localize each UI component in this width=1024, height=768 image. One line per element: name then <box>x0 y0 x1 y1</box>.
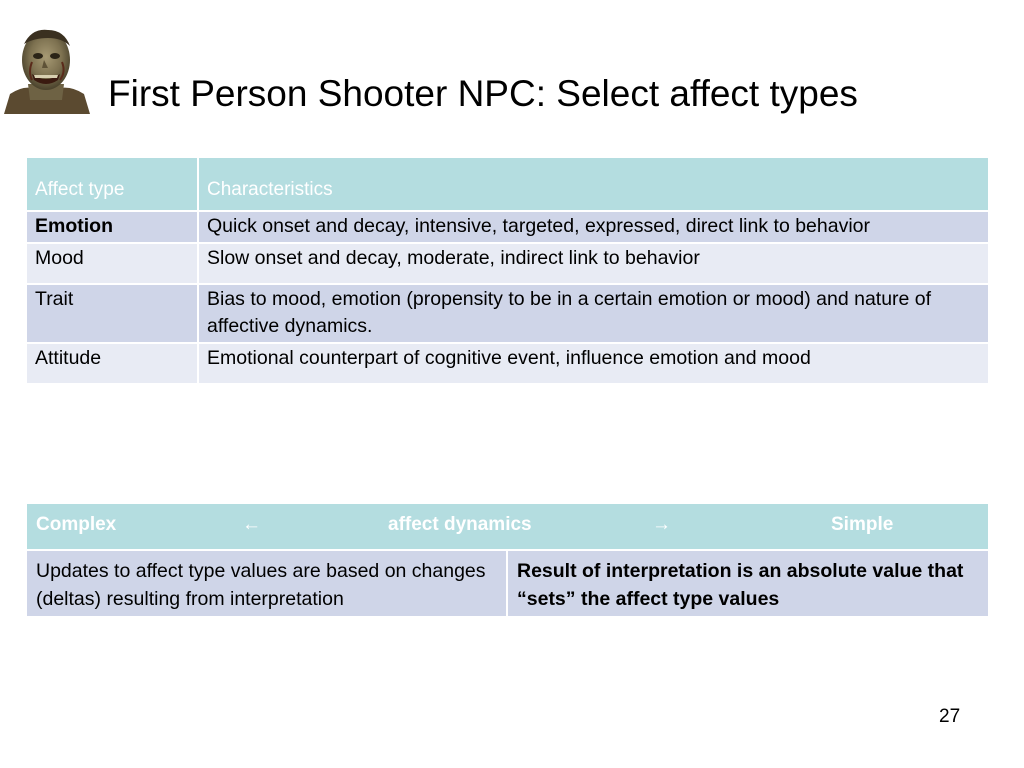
characteristics-cell: Emotional counterpart of cognitive event, influence emotion and mood <box>198 343 989 384</box>
absolute-value-cell: Result of interpretation is an absolute value that “sets” the affect type values <box>507 550 989 617</box>
affect-type-cell: Trait <box>26 284 198 343</box>
complex-label: Complex <box>36 514 117 535</box>
table-header-row <box>26 157 989 211</box>
column-header-characteristics: Characteristics <box>198 157 989 211</box>
zombie-portrait-icon <box>2 22 90 114</box>
table-row <box>26 211 989 243</box>
affect-type-cell: Attitude <box>26 343 198 384</box>
page-number: 27 <box>939 706 961 727</box>
table-row <box>26 550 989 617</box>
affect-type-cell: Emotion <box>26 211 198 243</box>
characteristics-cell: Slow onset and decay, moderate, indirect link to behavior <box>198 243 989 284</box>
simple-label: Simple <box>831 514 894 535</box>
delta-updates-cell: Updates to affect type values are based on changes (deltas) resulting from interpretation <box>26 550 507 617</box>
table-row <box>26 243 989 284</box>
slide-title: First Person Shooter NPC: Select affect types <box>108 73 858 114</box>
table-row <box>26 343 989 384</box>
table-row <box>26 284 989 343</box>
dynamics-header <box>26 503 989 550</box>
characteristics-cell: Bias to mood, emotion (propensity to be in a certain emotion or mood) and nature of affective dynamics. <box>198 284 989 343</box>
arrow-right-icon: → <box>652 514 671 535</box>
affect-types-table <box>25 156 990 385</box>
affect-dynamics-table <box>25 502 990 618</box>
table-header-row <box>26 503 989 550</box>
arrow-left-icon: ← <box>242 514 261 535</box>
affect-dynamics-label: affect dynamics <box>388 514 532 535</box>
column-header-affect-type: Affect type <box>26 157 198 211</box>
characteristics-cell: Quick onset and decay, intensive, targeted, expressed, direct link to behavior <box>198 211 989 243</box>
affect-type-cell: Mood <box>26 243 198 284</box>
